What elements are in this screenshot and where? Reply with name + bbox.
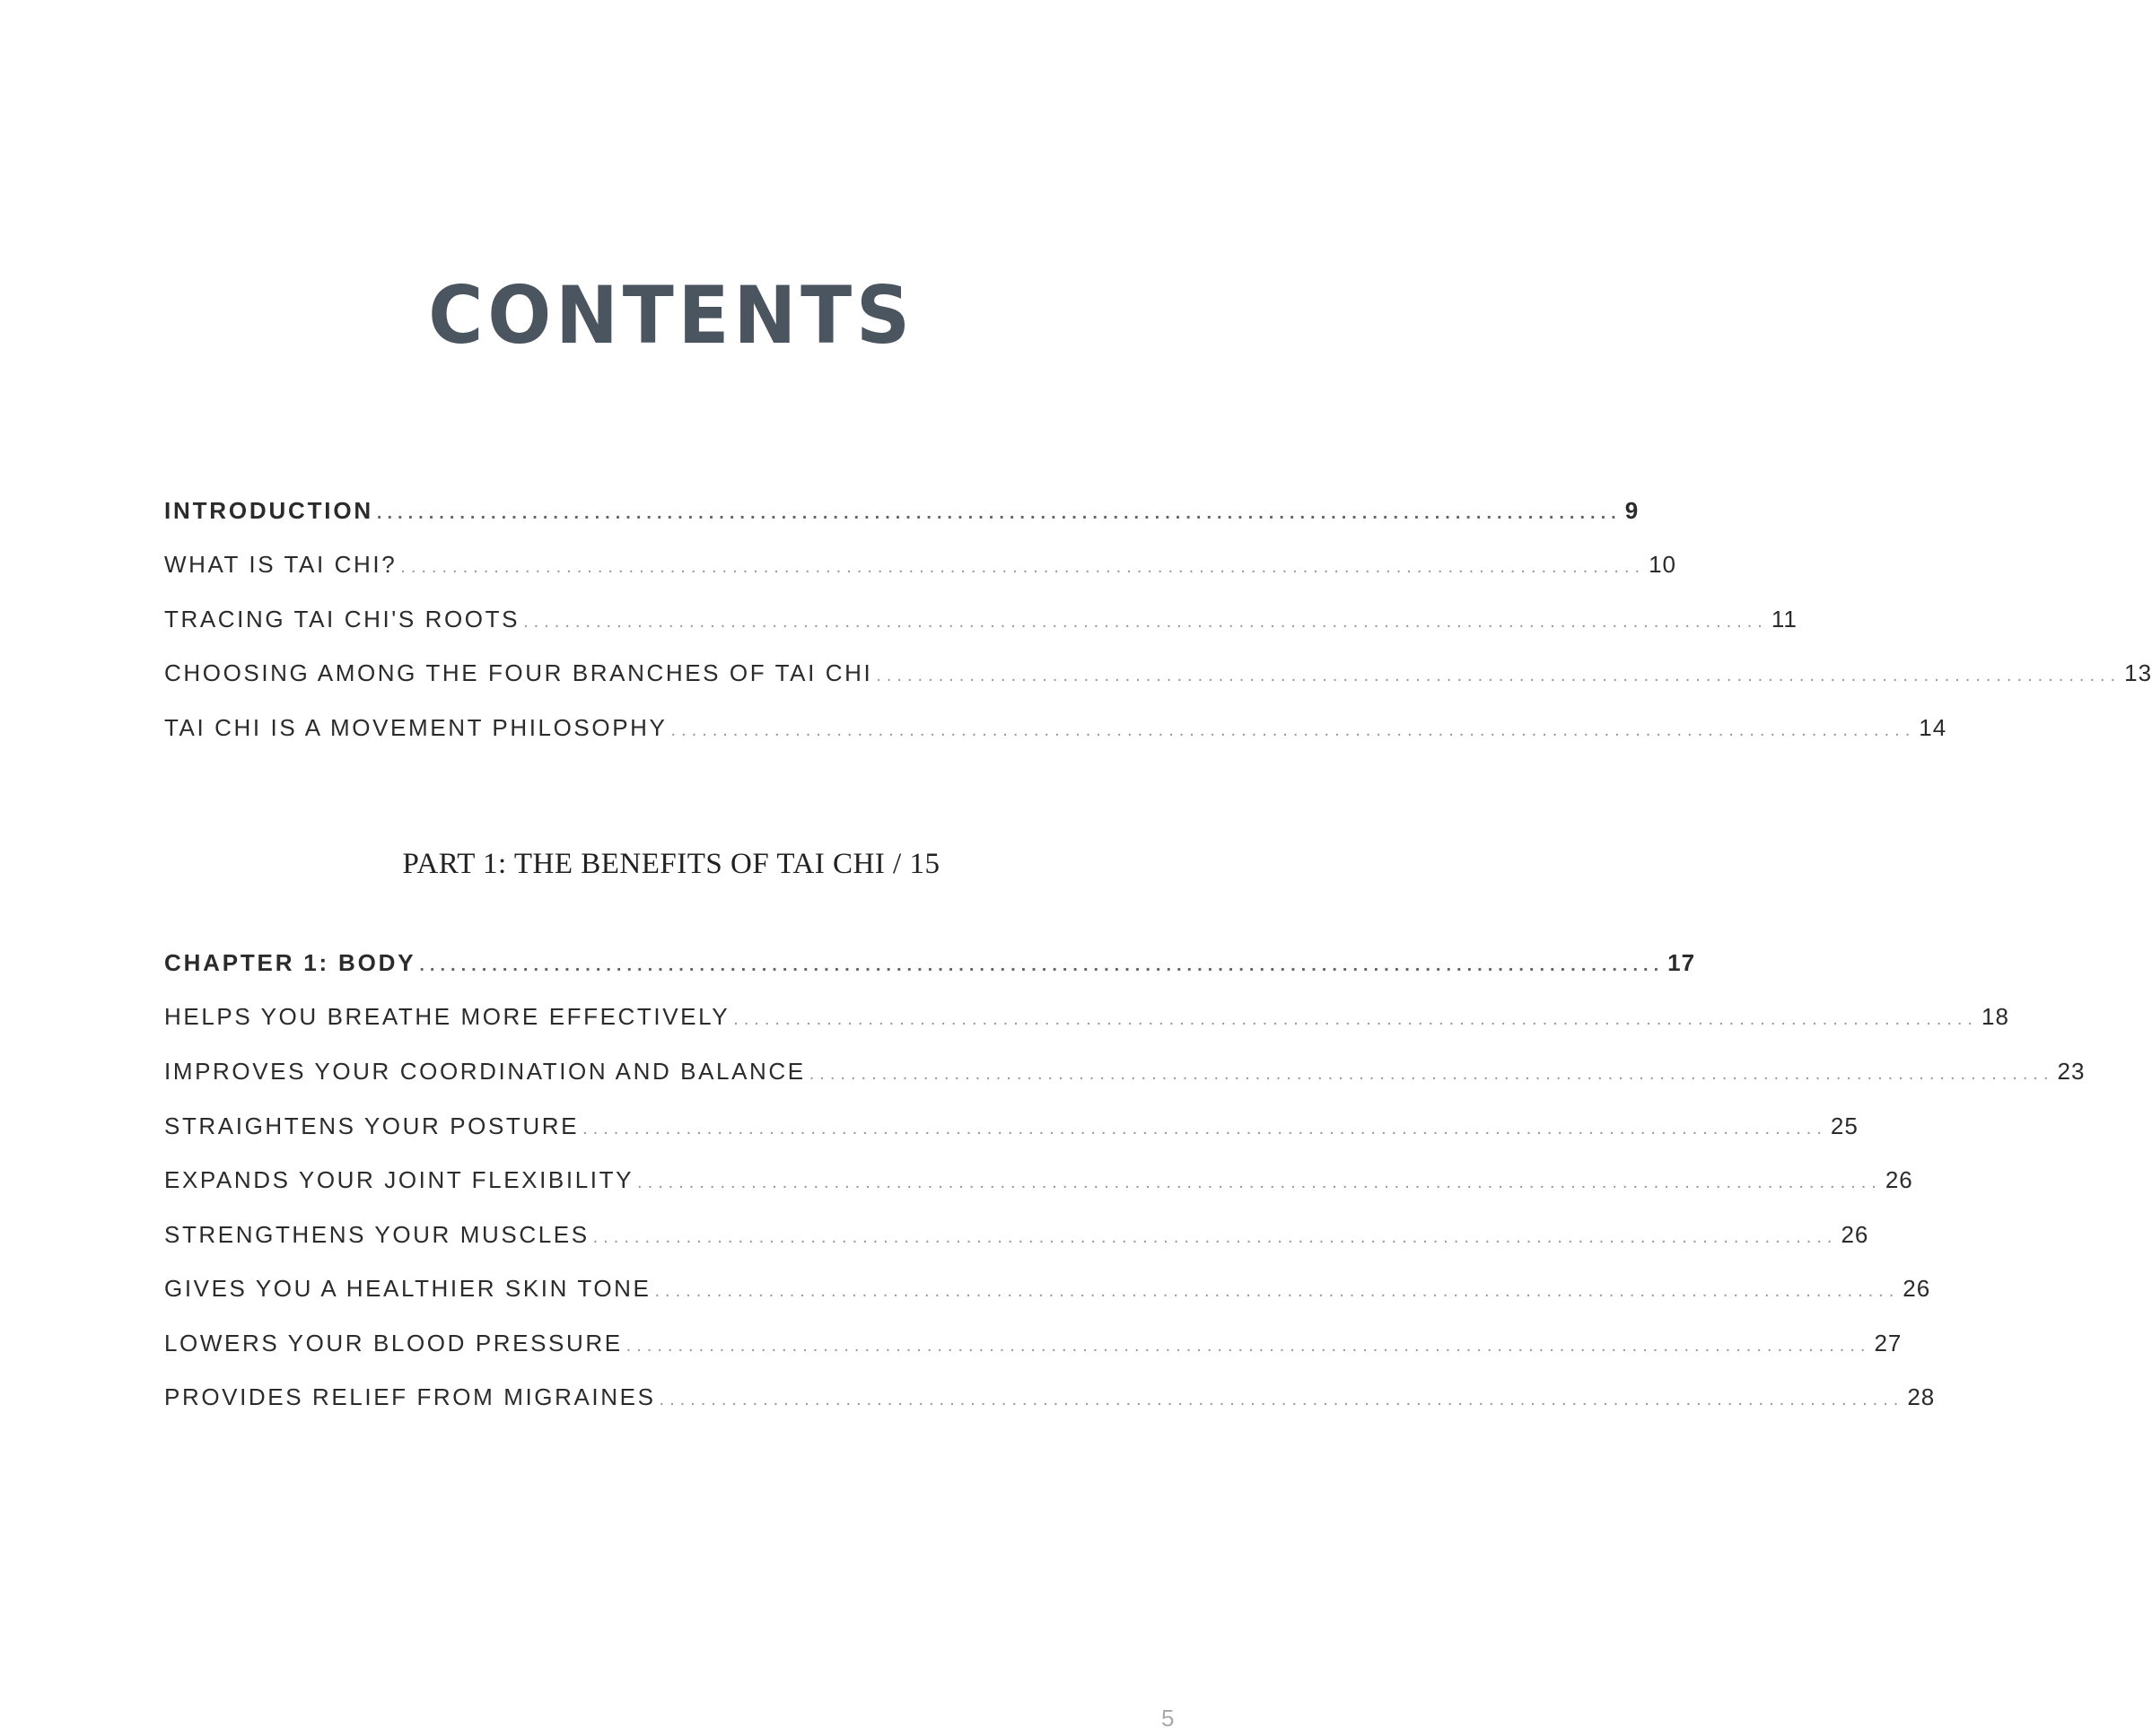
toc-entry-page: 26	[1885, 1166, 1913, 1193]
dot-leader: ........................................................................................................................	[592, 1227, 1838, 1247]
toc-entry-label: TRACING TAI CHI'S ROOTS	[164, 606, 521, 632]
toc-entry-label: TAI CHI IS A MOVEMENT PHILOSOPHY	[164, 714, 668, 741]
page-number: 5	[1161, 1705, 1175, 1732]
toc-entry[interactable]	[164, 1330, 1903, 1365]
toc-entry-label: CHOOSING AMONG THE FOUR BRANCHES OF TAI CHI	[164, 659, 873, 686]
toc-entry-page: 26	[1903, 1275, 1931, 1302]
toc-entry[interactable]	[164, 714, 1947, 750]
toc-entry-page: 23	[2057, 1058, 2086, 1085]
toc-entry-page: 13	[2124, 659, 2152, 686]
toc-entry[interactable]	[164, 551, 1676, 587]
toc-entry[interactable]	[164, 1058, 2086, 1094]
toc-entry[interactable]	[164, 1275, 1931, 1311]
toc-entry[interactable]	[164, 497, 1640, 533]
toc-entry-page: 11	[1771, 606, 1798, 632]
toc-entry[interactable]	[164, 1221, 1869, 1257]
dot-leader: ........................................................................................................................	[376, 503, 1622, 523]
dot-leader: ........................................................................................................................	[637, 1173, 1882, 1192]
toc-entry-label: IMPROVES YOUR COORDINATION AND BALANCE	[164, 1058, 806, 1085]
toc-entry-page: 27	[1874, 1330, 1903, 1357]
dot-leader: ........................................................................................................................	[523, 612, 1768, 632]
toc-entry[interactable]	[164, 1112, 1859, 1148]
toc-entry-label: WHAT IS TAI CHI?	[164, 551, 398, 578]
toc-entry-page: 10	[1649, 551, 1676, 578]
toc-entry-label: PROVIDES RELIEF FROM MIGRAINES	[164, 1383, 656, 1410]
dot-leader: ........................................................................................................................	[654, 1281, 1900, 1301]
dot-leader: ........................................................................................................................	[809, 1064, 2054, 1084]
dot-leader: ........................................................................................................................	[670, 720, 1916, 740]
toc-entry[interactable]	[164, 1166, 1913, 1202]
toc-entry[interactable]	[164, 606, 1798, 641]
toc-entry-label: HELPS YOU BREATHE MORE EFFECTIVELY	[164, 1003, 730, 1030]
toc-entry-page: 9	[1624, 497, 1640, 524]
dot-leader: ........................................................................................................................	[733, 1009, 1978, 1029]
toc-entry-page: 25	[1830, 1112, 1859, 1139]
dot-leader: ........................................................................................................................	[419, 955, 1665, 975]
dot-leader: ........................................................................................................................	[625, 1336, 1871, 1356]
toc-entry-page: 14	[1919, 714, 1947, 741]
page-title: CONTENTS	[428, 269, 914, 362]
toc-entry-page: 26	[1841, 1221, 1869, 1248]
toc-entry-label: INTRODUCTION	[164, 497, 373, 524]
dot-leader: ........................................................................................................................	[582, 1119, 1827, 1138]
toc-entry-label: STRAIGHTENS YOUR POSTURE	[164, 1112, 580, 1139]
dot-leader: ........................................................................................................................	[400, 557, 1646, 577]
toc-entry-label: LOWERS YOUR BLOOD PRESSURE	[164, 1330, 623, 1357]
part-heading: PART 1: THE BENEFITS OF TAI CHI / 15	[402, 848, 940, 880]
toc-entry[interactable]	[164, 949, 1696, 985]
toc-entry[interactable]	[164, 1383, 1936, 1419]
dot-leader: ........................................................................................................................	[659, 1390, 1904, 1409]
toc-entry[interactable]	[164, 659, 2152, 695]
toc-entry-page: 28	[1907, 1383, 1936, 1410]
toc-entry-page: 18	[1981, 1003, 2009, 1030]
toc-entry-label: CHAPTER 1: BODY	[164, 949, 416, 976]
toc-entry-page: 17	[1667, 949, 1696, 976]
toc-entry-label: GIVES YOU A HEALTHIER SKIN TONE	[164, 1275, 652, 1302]
toc-entry-label: EXPANDS YOUR JOINT FLEXIBILITY	[164, 1166, 634, 1193]
toc-entry-label: STRENGTHENS YOUR MUSCLES	[164, 1221, 590, 1248]
toc-entry[interactable]	[164, 1003, 2009, 1039]
dot-leader: ........................................................................................................................	[876, 666, 2121, 685]
